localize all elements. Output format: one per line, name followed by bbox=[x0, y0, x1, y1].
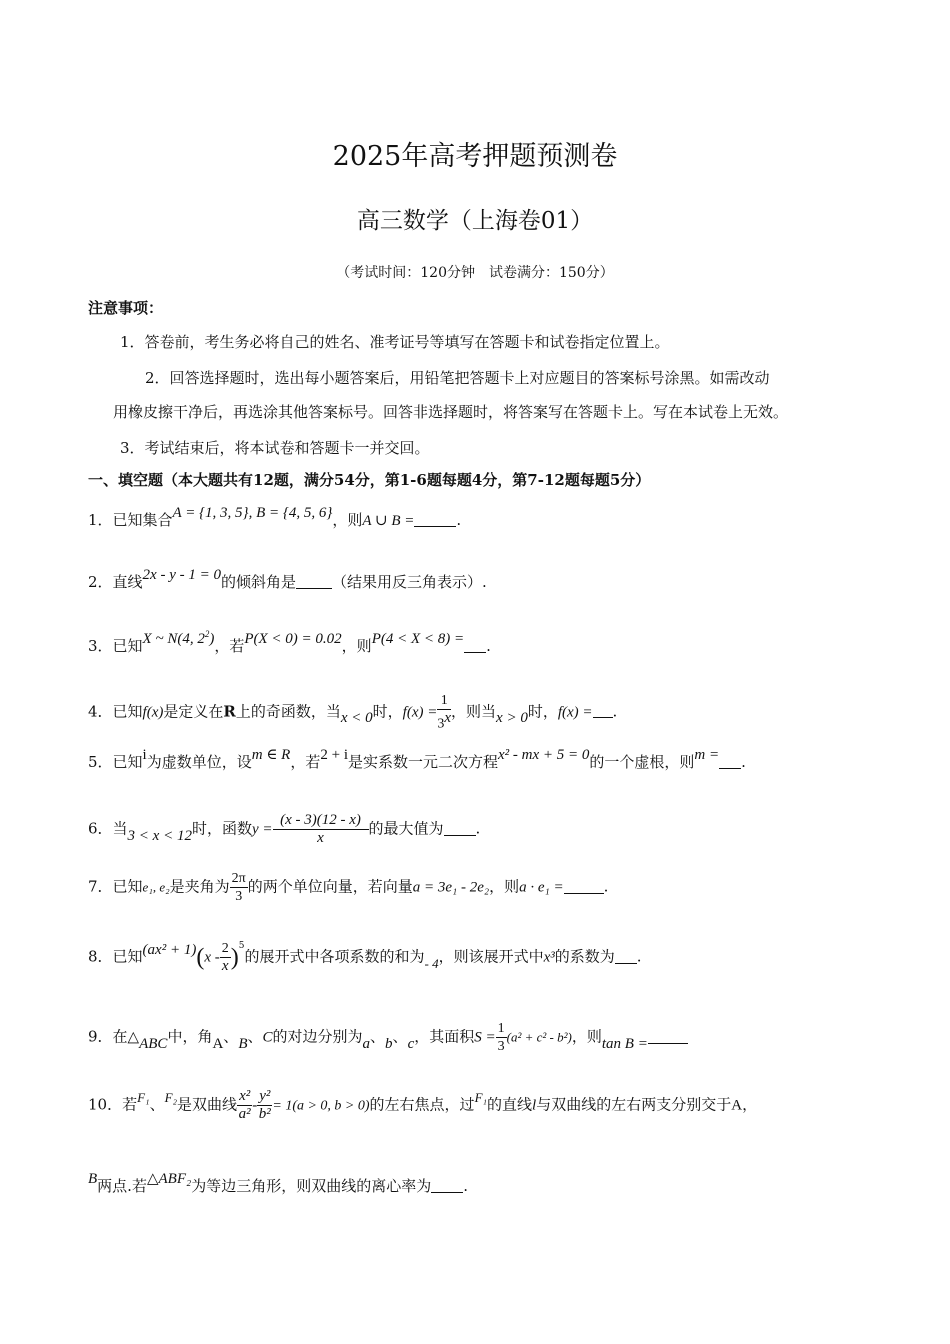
section-heading: 一、填空题（本大题共有12题，满分54分，第1-6题每题4分，第7-12题每题5分） bbox=[88, 471, 651, 489]
exam-title: 2025年高考押题预测卷 bbox=[332, 141, 618, 172]
question-5: 5．已知i为虚数单位，设m ∈ R，若2 + i是实系数一元二次方程x² - mx + 5 = 0的一个虚根，则m = . bbox=[88, 747, 746, 771]
fraction: $\frac{(x - 3)(12 - x)}{x}$ bbox=[273, 812, 369, 847]
fraction: $\frac{\text{y²}}{\text{b²}}$ bbox=[258, 1088, 271, 1122]
answer-blank[interactable] bbox=[719, 754, 741, 769]
answer-blank[interactable] bbox=[648, 1029, 688, 1044]
answer-blank[interactable] bbox=[464, 638, 486, 653]
question-6: 6．当3 < x < 12时，函数y = $\frac{(x - 3)(12 - x)}{x}$ 的最大值为 . bbox=[88, 812, 481, 846]
answer-blank[interactable] bbox=[593, 703, 613, 718]
note-2-cont: 用橡皮擦干净后，再选涂其他答案标号。回答非选择题时，将答案写在答题卡上。写在本试卷上无效。 bbox=[113, 403, 789, 421]
question-4: 4．已知f(x)是定义在R上的奇函数，当x < 0时，f(x) = $\frac{1}{3^x}$ ，则当x > 0时，f(x) = . bbox=[88, 693, 618, 732]
fraction: $\frac{\text{x²}}{\text{a²}}$ bbox=[238, 1088, 251, 1122]
fraction: $\frac{1}{3^x}$ bbox=[437, 693, 452, 732]
question-7: 7．已知e₁, e₂是夹角为 $\frac{2\pi}{3}$ 的两个单位向量，若向量a = 3e₁ - 2e₂，则a · e₁ = . bbox=[88, 871, 609, 904]
question-10-cont: B两点.若△ABF₂为等边三角形，则双曲线的离心率为 . bbox=[88, 1171, 468, 1195]
question-8: 8．已知(ax² + 1)(x - $\frac{2}{x}$ )$^5$的展开式中各项系数的和为- 4，则该展开式中x³的系数为 . bbox=[88, 940, 642, 974]
fraction: $\frac{2}{x}$ bbox=[221, 941, 229, 974]
answer-blank[interactable] bbox=[414, 512, 456, 527]
note-1: 1．答卷前，考生务必将自己的姓名、准考证号等填写在答题卡和试卷指定位置上。 bbox=[120, 333, 670, 351]
question-10: 10．若F₁、F₂是双曲线 $\frac{\text{x²}}{\text{a²}}$ - $\frac{\text{y²}}{\text{b²}}$ = 1(a > 0, b > 0)的左右焦点，过F₁的直线l与双曲线的左右两支分别交于A， bbox=[88, 1088, 758, 1122]
answer-blank[interactable] bbox=[615, 949, 637, 964]
note-3: 3．考试结束后，将本试卷和答题卡一并交回。 bbox=[120, 439, 430, 457]
answer-blank[interactable] bbox=[296, 574, 332, 589]
fraction: $\frac{1}{3}$ bbox=[497, 1021, 505, 1054]
question-2: 2．直线2x - y - 1 = 0的倾斜角是 （结果用反三角表示）. bbox=[88, 567, 487, 591]
question-1: 1．已知集合A = {1, 3, 5}, B = {4, 5, 6}，则A ∪ B = . bbox=[88, 505, 462, 529]
note-2: 2．回答选择题时，选出每小题答案后，用铅笔把答题卡上对应题目的答案标号涂黑。如需改动 bbox=[145, 369, 770, 387]
answer-blank[interactable] bbox=[564, 879, 604, 894]
notes-heading: 注意事项： bbox=[88, 299, 164, 317]
question-9: 9．在△ABC中，角A、B、C的对边分别为a、b、c，其面积S = $\frac{1}{3}$ (a² + c² - b²)，则tan B = bbox=[88, 1020, 688, 1055]
exam-info: （考试时间：120分钟 试卷满分：150分） bbox=[336, 265, 614, 281]
exam-subtitle: 高三数学（上海卷01） bbox=[356, 208, 594, 234]
question-3: 3．已知X ~ N(4, $2^2$)，若P(X < 0) = 0.02，则P(4 < X < 8) = . bbox=[88, 629, 491, 655]
answer-blank[interactable] bbox=[431, 1178, 463, 1193]
fraction: $\frac{2\pi}{3}$ bbox=[231, 871, 246, 904]
answer-blank[interactable] bbox=[444, 821, 476, 836]
